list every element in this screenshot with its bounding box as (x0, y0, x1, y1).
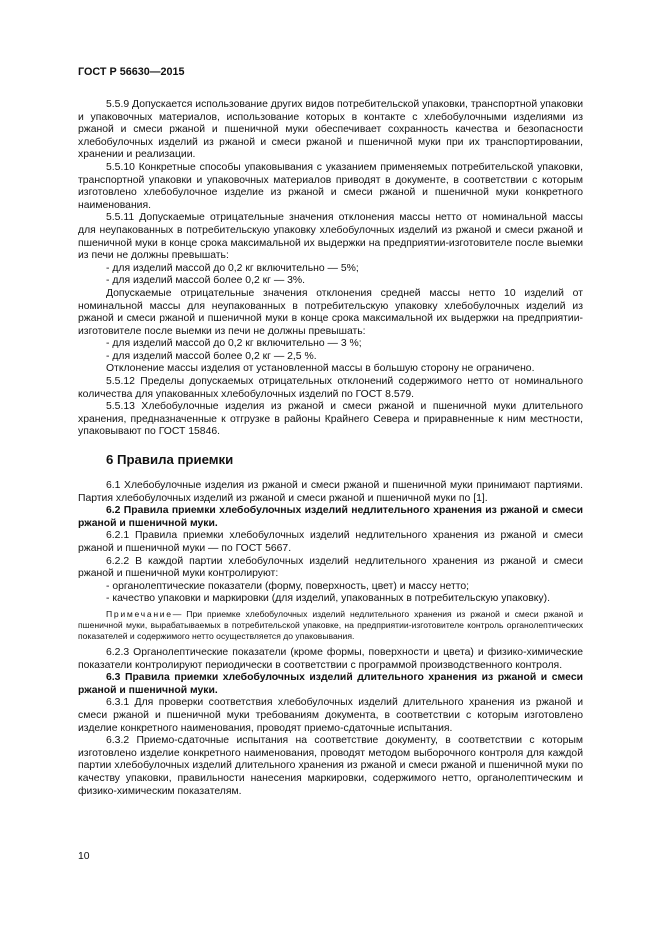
section-6-title: 6 Правила приемки (106, 452, 234, 468)
clause-5-5-11-average-mass: Допускаемые отрицательные значения отклонения средней массы нетто 10 изделий от номинальной массы для неупакованных в потребительскую упаковку хлебобулочных изделий из ржаной и смеси ржаной и пшеничной муки в конце срока максимальной их выдержки на предприятии-изготовителе после выемки из печи не должны превышать: (78, 287, 583, 337)
note-label: Примечание (106, 608, 173, 619)
clause-5-5-11: 5.5.11 Допускаемые отрицательные значения отклонения массы нетто от номинальной массы для неупакованных в потребительскую упаковку хлебобулочных изделий из ржаной и смеси ржаной и пшеничной муки в конце срока максимальной их выдержки на предприятии-изготовителе после выемки из печи не должны превышать: (78, 212, 583, 262)
document-header: ГОСТ Р 56630—2015 (78, 66, 185, 78)
clause-6-3-heading: 6.3 Правила приемки хлебобулочных изделий длительного хранения из ржаной и смеси ржаной и пшеничной муки. (78, 672, 583, 696)
note (78, 609, 583, 642)
list-item: - для изделий массой более 0,2 кг — 3%. (106, 275, 306, 287)
document-body (78, 99, 583, 798)
clause-5-5-10: 5.5.10 Конкретные способы упаковывания с указанием применяемых потребительской упаковки, транспортной упаковки и упаковочных материалов приводят в документе, в соответствии с которым изготовлено хлебобулочное изделие из ржаной и смеси ржаной и пшеничной муки конкретного наименования. (78, 161, 583, 211)
list-item: - для изделий массой до 0,2 кг включительно — 5%; (106, 262, 359, 274)
clause-5-5-11-positive-deviation: Отклонение массы изделия от установленной массы в большую сторону не ограничено. (106, 363, 535, 375)
clause-6-2-2: 6.2.2 В каждой партии хлебобулочных изделий недлительного хранения из ржаной и смеси ржаной и пшеничной муки контролируют: (78, 555, 583, 580)
note-text: — При приемке хлебобулочных изделий недлительного хранения из ржаной и смеси ржаной и пшеничной муки, вырабатываемых в потребительской упаковке, на предприятии-изготовителе контроль органолептических показателей и содержимого нетто осуществляется до упаковывания. (78, 608, 583, 641)
list-item: - для изделий массой до 0,2 кг включительно — 3 %; (106, 338, 362, 350)
list-item: - качество упаковки и маркировки (для изделий, упакованных в потребительскую упаковку). (106, 593, 550, 605)
clause-6-2-1: 6.2.1 Правила приемки хлебобулочных изделий недлительного хранения из ржаной и смеси ржаной и пшеничной муки — по ГОСТ 5667. (78, 530, 583, 554)
page-number: 10 (78, 851, 90, 862)
clause-6-2-3: 6.2.3 Органолептические показатели (кроме формы, поверхности и цвета) и физико-химические показатели контролируют периодически в соответствии с программой производственного контроля. (78, 646, 583, 671)
list-item: - органолептические показатели (форму, поверхность, цвет) и массу нетто; (106, 580, 470, 592)
clause-6-1: 6.1 Хлебобулочные изделия из ржаной и смеси ржаной и пшеничной муки принимают партиями. Партия хлебобулочных изделий из ржаной и смеси ржаной и пшеничной муки по [1]. (78, 480, 583, 504)
clause-5-5-12: 5.5.12 Пределы допускаемых отрицательных отклонений содержимого нетто от номинального количества для упакованных хлебобулочных изделий по ГОСТ 8.579. (78, 376, 583, 400)
clause-6-2-heading: 6.2 Правила приемки хлебобулочных изделий недлительного хранения из ржаной и смеси ржаной и пшеничной муки. (78, 505, 583, 529)
list-item: - для изделий массой более 0,2 кг — 2,5 %. (106, 350, 317, 362)
clause-6-3-1: 6.3.1 Для проверки соответствия хлебобулочных изделий длительного хранения из ржаной и смеси ржаной и пшеничной муки требованиям документа, в соответствии с которым изготовлено изделие конкретного наименования, проводят приемо-сдаточные испытания. (78, 697, 583, 734)
clause-5-5-13: 5.5.13 Хлебобулочные изделия из ржаной и смеси ржаной и пшеничной муки длительного хранения, предназначенные к отгрузке в районы Крайнего Севера и приравненные к ним местности, упаковывают по ГОСТ 15846. (78, 401, 583, 438)
clause-5-5-9: 5.5.9 Допускается использование других видов потребительской упаковки, транспортной упаковки и упаковочных материалов, использование которых в контакте с хлебобулочными изделиями из ржаной и смеси ржаной и пшеничной муки обеспечивает сохранность качества и безопасности хлебобулочных изделий из ржаной и смеси ржаной и пшеничной муки при их транспортировании, хранении и реализации. (78, 99, 583, 161)
clause-6-3-2: 6.3.2 Приемо-сдаточные испытания на соответствие документу, в соответствии с которым изготовлено изделие конкретного наименования, проводят методом выборочного контроля для каждой партии хлебобулочных изделий длительного хранения из ржаной и смеси ржаной и пшеничной муки по качеству упаковки, правильности нанесения маркировки, содержимого нетто, органолептическим и физико-химическим показателям. (78, 735, 583, 797)
